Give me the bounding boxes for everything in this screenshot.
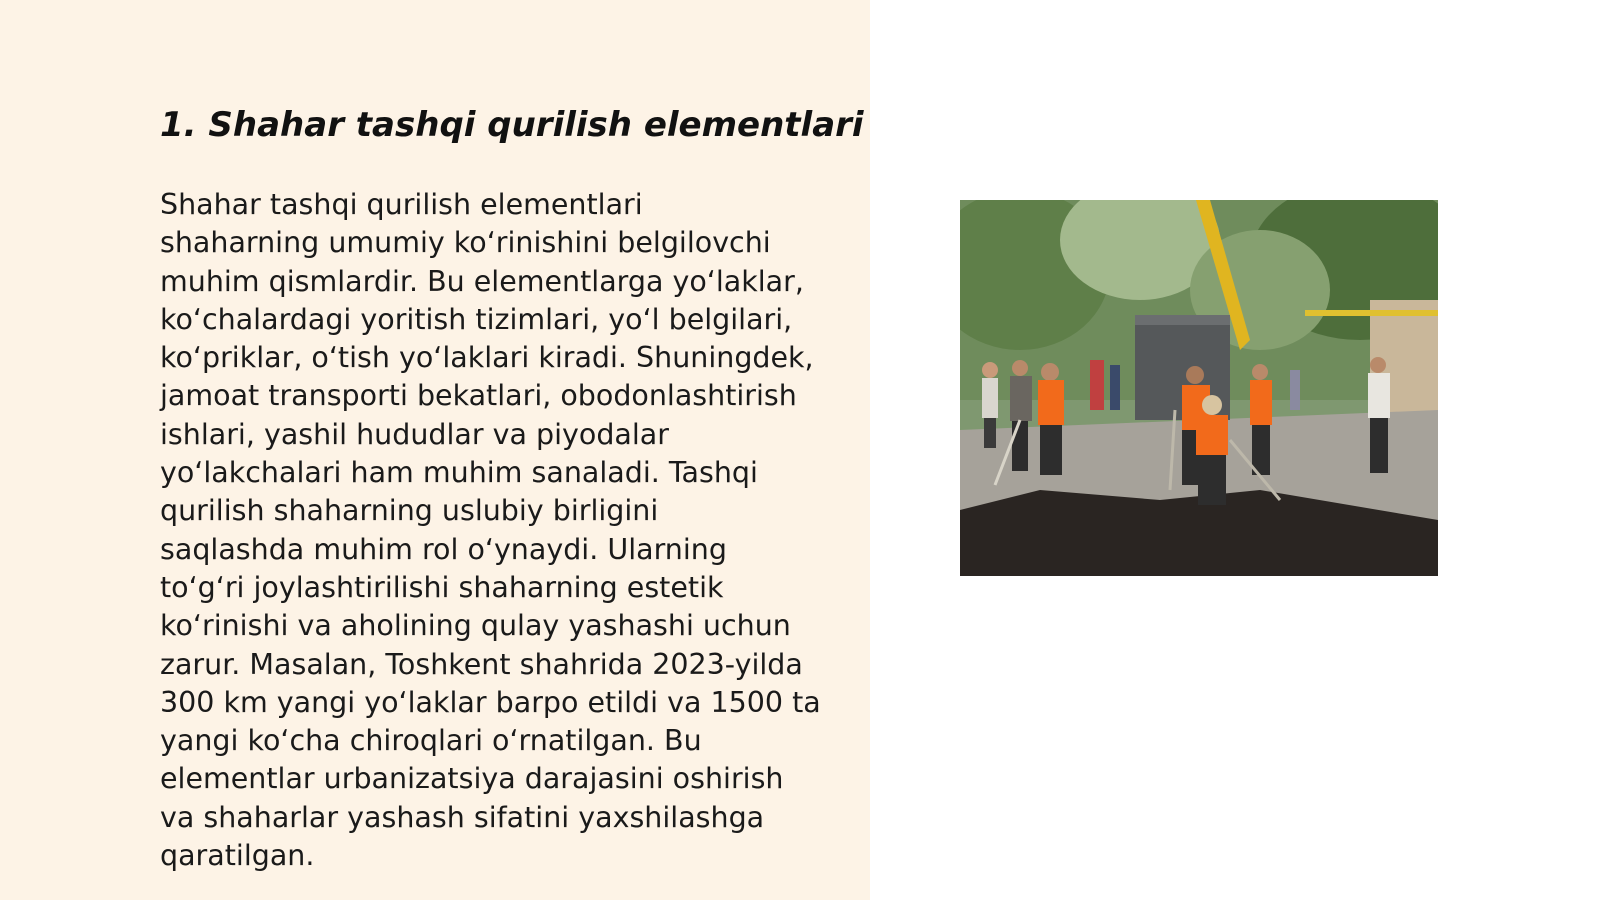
body-line: yangi koʻcha chiroqlari oʻrnatilgan. Bu bbox=[160, 724, 702, 758]
body-line: Shahar tashqi qurilish elementlari bbox=[160, 188, 643, 221]
body-line: jamoat transporti bekatlari, obodonlashtirish bbox=[160, 379, 797, 413]
gas-pipe bbox=[1305, 310, 1438, 316]
worker-7 bbox=[1368, 357, 1390, 473]
body-line: elementlar urbanizatsiya darajasini oshirish bbox=[160, 762, 784, 796]
body-line: 300 km yangi yoʻlaklar barpo etildi va 1500 ta bbox=[160, 685, 821, 719]
pedestrian bbox=[1110, 365, 1120, 410]
body-line: qurilish shaharning uslubiy birligini bbox=[160, 494, 659, 528]
body-paragraph bbox=[160, 186, 860, 875]
slide-title: 1. Shahar tashqi qurilish elementlari bbox=[160, 105, 864, 145]
pedestrian bbox=[1290, 370, 1300, 410]
body-line: koʻrinishi va aholining qulay yashashi uchun bbox=[160, 609, 791, 643]
pedestrian bbox=[1090, 360, 1104, 410]
body-line: saqlashda muhim rol oʻynaydi. Ularning bbox=[160, 532, 727, 566]
body-line: koʻchalardagi yoritish tizimlari, yoʻl belgilari, bbox=[160, 302, 793, 336]
body-line: zarur. Masalan, Toshkent shahrida 2023-yilda bbox=[160, 647, 803, 681]
road-workers-photo bbox=[960, 200, 1438, 576]
body-line: yoʻlakchalari ham muhim sanaladi. Tashqi bbox=[160, 456, 758, 490]
worker-6 bbox=[1250, 364, 1272, 475]
body-line: koʻpriklar, oʻtish yoʻlaklari kiradi. Shuningdek, bbox=[160, 341, 814, 375]
body-line: toʻgʻri joylashtirilishi shaharning estetik bbox=[160, 570, 724, 604]
worker-1 bbox=[982, 362, 998, 448]
body-line: shaharning umumiy koʻrinishini belgilovchi bbox=[160, 226, 771, 260]
truck-top bbox=[1135, 315, 1230, 325]
body-line: qaratilgan. bbox=[160, 839, 315, 873]
photo-illustration bbox=[960, 200, 1438, 576]
body-line: va shaharlar yashash sifatini yaxshilashga bbox=[160, 800, 765, 834]
body-line: ishlari, yashil hududlar va piyodalar bbox=[160, 417, 669, 451]
body-line: muhim qismlardir. Bu elementlarga yoʻlaklar, bbox=[160, 264, 804, 298]
